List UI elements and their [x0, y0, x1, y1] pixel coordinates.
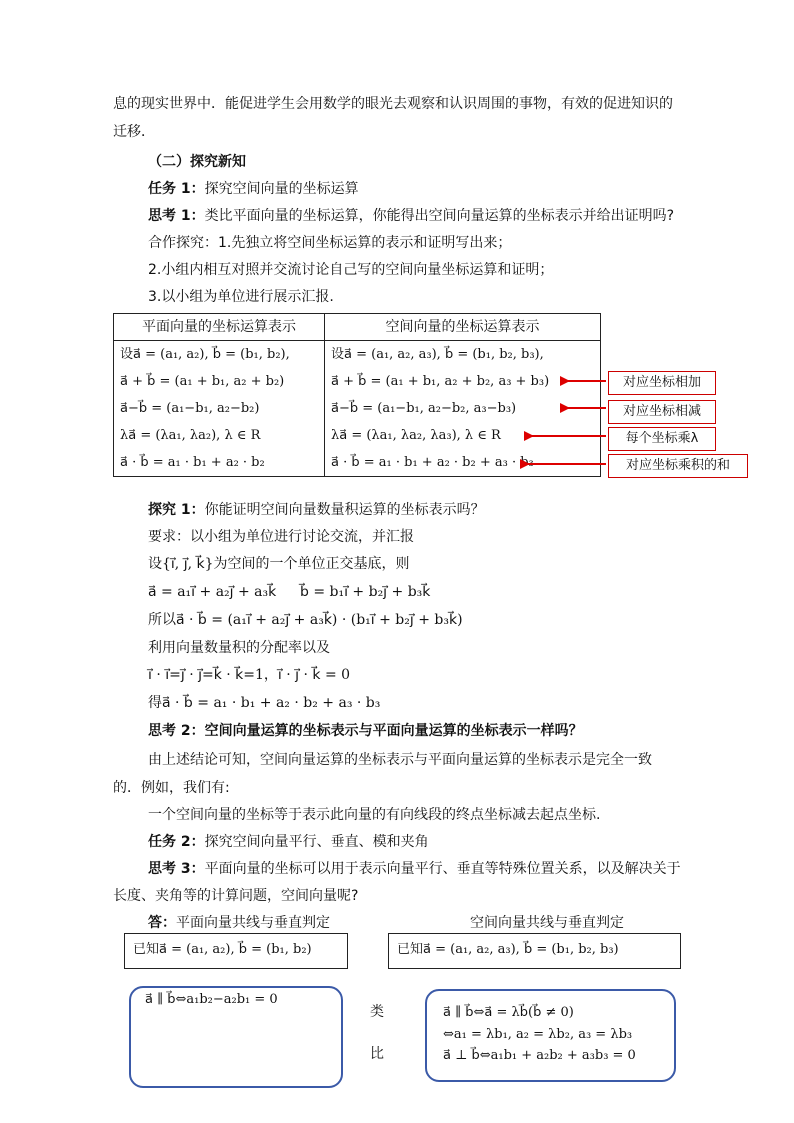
task2-line: [148, 832, 429, 852]
task2-label: 任务 2：: [148, 834, 205, 850]
task1-label: 任务 1：: [148, 181, 205, 197]
plane-row-dot: a⃗ · b⃗ = a₁ · b₁ + a₂ · b₂: [120, 455, 265, 470]
compare-plane-title: 平面向量共线与垂直判定: [176, 915, 330, 931]
explore1-vector-b: b⃗ = b₁i⃗ + b₂j⃗ + b₃k⃗: [300, 584, 431, 600]
section-title: （二）探究新知: [148, 154, 246, 170]
explore1-vector-a: a⃗ = a₁i⃗ + a₂j⃗ + a₃k⃗: [148, 584, 277, 600]
think2-answer-1: 由上述结论可知，空间向量运算的坐标表示与平面向量运算的坐标表示是完全一致: [148, 752, 652, 768]
think2-answer-2: 的．例如，我们有:: [113, 780, 230, 796]
callout-dot: 对应坐标乘积的和: [608, 454, 748, 478]
think3-line-1: [148, 859, 681, 879]
think2-answer-3: 一个空间向量的坐标等于表示此向量的有向线段的终点坐标减去起点坐标.: [148, 807, 601, 823]
space-parallel-condition-1: a⃗ ∥ b⃗⇔a⃗ = λb⃗(b⃗ ≠ 0): [443, 1005, 574, 1020]
explore1-text: 你能证明空间向量数量积运算的坐标表示吗？: [204, 502, 485, 518]
explore1-label: 探究 1：: [148, 502, 205, 518]
callout-sub: 对应坐标相减: [608, 400, 716, 424]
analogy-char-1: 类: [370, 1004, 384, 1020]
explore1-require: 要求：以小组为单位进行讨论交流，并汇报: [148, 529, 414, 545]
explore1-basis: 设{i⃗, j⃗, k⃗}为空间的一个单位正交基底，则: [148, 556, 410, 572]
think2-text: 空间向量运算的坐标表示与平面向量运算的坐标表示一样吗？: [204, 723, 583, 739]
space-known-text: 已知a⃗ = (a₁, a₂, a₃), b⃗ = (b₁, b₂, b₃): [397, 942, 619, 957]
space-row-dot: a⃗ · b⃗ = a₁ · b₁ + a₂ · b₂ + a₃ · b₃: [331, 455, 534, 470]
analogy-char-2: 比: [370, 1046, 384, 1062]
task1-text: 探究空间向量的坐标运算: [204, 181, 359, 197]
space-condition-box: [425, 989, 676, 1082]
space-perpendicular-condition: a⃗ ⊥ b⃗⇔a₁b₁ + a₂b₂ + a₃b₃ = 0: [443, 1048, 636, 1063]
coop-line-1: 合作探究：1.先独立将空间坐标运算的表示和证明写出来；: [148, 235, 512, 251]
think3-label: 思考 3：: [148, 861, 205, 877]
explore1-line: [148, 500, 485, 520]
plane-known-text: 已知a⃗ = (a₁, a₂), b⃗ = (b₁, b₂): [133, 942, 312, 957]
space-row-sub: a⃗−b⃗ = (a₁−b₁, a₂−b₂, a₃−b₃): [331, 401, 517, 416]
plane-row-sub: a⃗−b⃗ = (a₁−b₁, a₂−b₂): [120, 401, 260, 416]
think3-line-2: 长度、夹角等的计算问题，空间向量呢?: [113, 888, 359, 904]
table-header-space: 空间向量的坐标运算表示: [325, 314, 601, 341]
coop-line-2: 2.小组内相互对照并交流讨论自己写的空间向量坐标运算和证明；: [148, 262, 554, 278]
callout-scalar: 每个坐标乘λ: [608, 427, 716, 451]
intro-line-2: 迁移．: [113, 124, 155, 140]
answer-label: 答：: [148, 915, 176, 931]
plane-row-scalar: λa⃗ = (λa₁, λa₂), λ ∈ R: [120, 428, 261, 443]
coop-line-3: 3.以小组为单位进行展示汇报.: [148, 289, 334, 305]
think2-label: 思考 2：: [148, 723, 205, 739]
table-header-plane: 平面向量的坐标运算表示: [114, 314, 325, 341]
explore1-result: 得a⃗ · b⃗ = a₁ · b₁ + a₂ · b₂ + a₃ · b₃: [148, 695, 381, 711]
space-row-scalar: λa⃗ = (λa₁, λa₂, λa₃), λ ∈ R: [331, 428, 501, 443]
think2-line: [148, 721, 583, 741]
space-parallel-condition-2: ⇔a₁ = λb₁, a₂ = λb₂, a₃ = λb₃: [443, 1027, 633, 1042]
plane-row-add: a⃗ + b⃗ = (a₁ + b₁, a₂ + b₂): [120, 374, 285, 389]
compare-space-title: 空间向量共线与垂直判定: [470, 915, 624, 931]
think1-text: 类比平面向量的坐标运算，你能得出空间向量运算的坐标表示并给出证明吗?: [204, 208, 675, 224]
space-row-add: a⃗ + b⃗ = (a₁ + b₁, a₂ + b₂, a₃ + b₃): [331, 374, 550, 389]
plane-row-define: 设a⃗ = (a₁, a₂), b⃗ = (b₁, b₂),: [120, 347, 290, 362]
callout-add: 对应坐标相加: [608, 371, 716, 395]
think1-label: 思考 1：: [148, 208, 205, 224]
plane-parallel-condition: a⃗ ∥ b⃗⇔a₁b₂−a₂b₁ = 0: [145, 992, 278, 1007]
plane-condition-box: [129, 986, 343, 1088]
space-row-define: 设a⃗ = (a₁, a₂, a₃), b⃗ = (b₁, b₂, b₃),: [331, 347, 544, 362]
compare-plane-title-line: [148, 913, 330, 933]
explore1-unit: i⃗ · i⃗=j⃗ · j⃗=k⃗ · k⃗=1，i⃗ · j⃗ · k⃗ = 0: [148, 667, 351, 683]
space-known-box: [388, 933, 681, 969]
explore1-so: 所以a⃗ · b⃗ = (a₁i⃗ + a₂j⃗ + a₃k⃗) · (b₁i⃗ + b₂j⃗ + b₃k⃗): [148, 612, 463, 628]
explore1-use: 利用向量数量积的分配率以及: [148, 640, 330, 656]
intro-line-1: 息的现实世界中．能促进学生会用数学的眼光去观察和认识周围的事物，有效的促进知识的: [113, 96, 673, 112]
plane-known-box: [124, 933, 348, 969]
task2-text: 探究空间向量平行、垂直、模和夹角: [204, 834, 429, 850]
think3-text-1: 平面向量的坐标可以用于表示向量平行、垂直等特殊位置关系，以及解决关于: [204, 861, 681, 877]
